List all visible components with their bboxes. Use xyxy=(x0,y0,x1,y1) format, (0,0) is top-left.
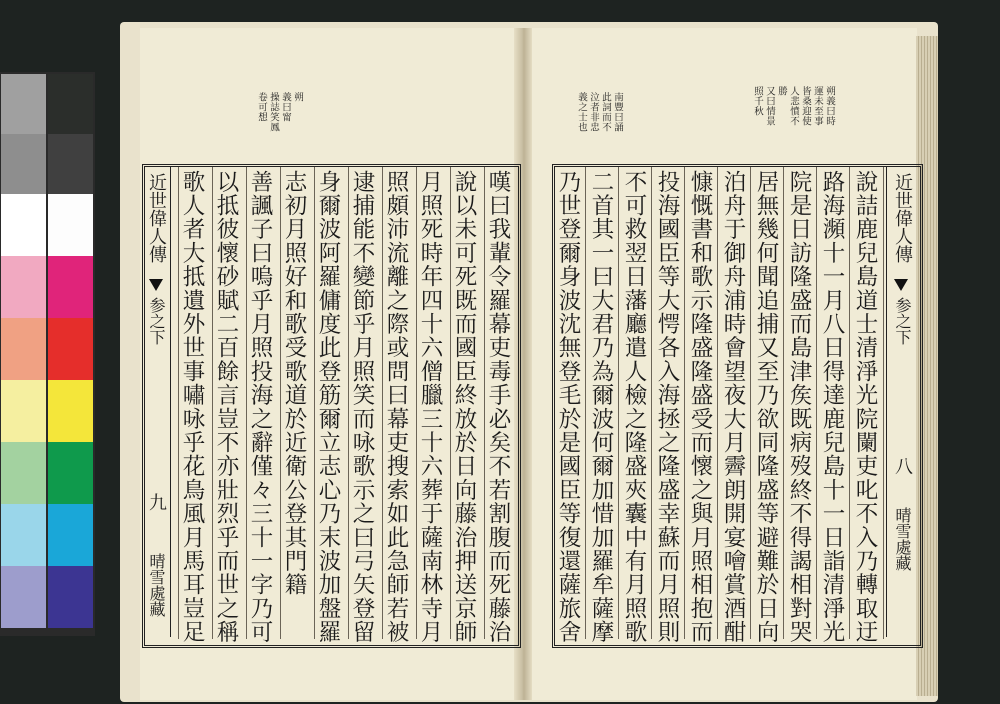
text-column: 說以未可死既而國臣終放於日向藤治押送京師 xyxy=(451,170,477,644)
color-chip xyxy=(48,134,93,194)
column-rule xyxy=(585,167,586,639)
right-headnote-line: 照千秋 xyxy=(752,86,763,116)
color-chip xyxy=(1,256,46,318)
right-headnote-line: 此詞而不 xyxy=(600,92,611,132)
text-column: 逮捕能不變節乎月照笑而咏歌示之曰弓矢登留 xyxy=(349,170,375,644)
fish-tail-mark xyxy=(894,279,908,291)
color-chip xyxy=(1,504,46,566)
right-banshin xyxy=(886,167,915,637)
right-headnote-line: 南豐曰誦 xyxy=(612,92,623,132)
right-headnote-line: 人悲憤不 xyxy=(788,86,799,126)
color-chip xyxy=(1,566,46,628)
color-chip xyxy=(1,134,46,194)
column-rule xyxy=(416,167,417,639)
right-headnote-line: 義之士也 xyxy=(576,92,587,132)
column-rule xyxy=(618,167,619,639)
text-column: 乃世登爾身波沈無登毛於是國臣等復還薩旅舍 xyxy=(555,170,581,644)
color-chip xyxy=(48,442,93,504)
text-column: 志初月照好和歌受歌道於近衛公登其門籍 xyxy=(281,170,307,597)
column-rule xyxy=(178,167,179,639)
right-headnote-line: 皆桑迎使 xyxy=(800,86,811,126)
color-chip xyxy=(1,74,46,134)
column-rule xyxy=(314,167,315,639)
column-rule xyxy=(382,167,383,639)
left-headnote-line: 義曰甯 xyxy=(280,92,291,122)
right-headnote-line: 朔義曰時 xyxy=(824,86,835,126)
text-column: 不可救翌日藩廳遣人檢之隆盛夾囊中有月照歌 xyxy=(621,170,647,644)
banshin-publisher: 晴雪處藏 xyxy=(893,507,912,571)
banshin-title: 近世偉人傳 xyxy=(892,173,913,263)
color-chip xyxy=(1,442,46,504)
text-column: 慷慨書和歌示隆盛隆盛受而懷之與月照相抱而 xyxy=(687,170,713,644)
banshin-folio: 八 xyxy=(892,457,913,475)
color-chip xyxy=(1,318,46,380)
column-rule xyxy=(348,167,349,639)
color-chip xyxy=(48,504,93,566)
column-rule xyxy=(717,167,718,639)
column-rule xyxy=(246,167,247,639)
color-chip xyxy=(48,74,93,134)
right-headnote-line: 泣者非忠 xyxy=(588,92,599,132)
banshin-title: 近世偉人傳 xyxy=(146,173,167,263)
text-column: 嘆曰我輩令羅幕吏毒手必矣不若割腹而死藤治 xyxy=(485,170,511,644)
color-chip xyxy=(48,566,93,628)
column-rule xyxy=(651,167,652,639)
banshin-folio: 九 xyxy=(146,493,167,511)
column-rule xyxy=(684,167,685,639)
right-headnote-line: 又曰情景 xyxy=(764,86,775,126)
color-chip xyxy=(48,194,93,256)
text-column: 居無幾何聞追捕又至乃欲同隆盛等避難於日向 xyxy=(753,170,779,644)
color-chip xyxy=(48,256,93,318)
left-headnote-line: 朔 xyxy=(292,92,303,102)
text-column: 身爾波阿羅傭度此登筋爾立志心乃末波加盤羅 xyxy=(315,170,341,644)
color-chip xyxy=(48,380,93,442)
column-rule xyxy=(750,167,751,639)
color-chip xyxy=(48,318,93,380)
text-column: 泊舟于御舟浦時會望夜大月霽朗開宴噲賞酒酣 xyxy=(720,170,746,644)
color-chip xyxy=(1,380,46,442)
color-chip xyxy=(1,194,46,256)
text-column: 照頗沛流離之際或問曰幕吏搜索如此急師若被 xyxy=(383,170,409,644)
left-headnote-line: 操誌笑鳳 xyxy=(268,92,279,132)
column-rule xyxy=(883,167,884,639)
text-column: 路海瀕十一月八日得達鹿兒島十一日詣清淨光 xyxy=(819,170,845,644)
text-column: 善諷子曰嗚乎月照投海之辭僅々三十一字乃可 xyxy=(247,170,273,644)
fish-tail-mark xyxy=(149,279,163,291)
right-headnote-line: 勝 xyxy=(776,86,787,96)
text-column: 院是日訪隆盛而島津矦既病歿終不得謁相對哭 xyxy=(786,170,812,644)
column-rule xyxy=(849,167,850,639)
column-rule xyxy=(280,167,281,639)
banshin-volume: 参之下 xyxy=(147,297,166,345)
text-column: 月照死時年四十六僧臘三十六葬于薩南林寺月 xyxy=(417,170,443,644)
left-headnote-line: 卷可想 xyxy=(256,92,267,122)
text-column: 投海國臣等大愕各入海拯之隆盛幸蘇而月照則 xyxy=(654,170,680,644)
text-column: 歌人者大抵遺外世事嘯咏乎花鳥風月馬耳豈足 xyxy=(179,170,205,644)
column-rule xyxy=(816,167,817,639)
text-column: 以抵彼懷砂賦二百餘言豈不亦壯烈乎而世之稱 xyxy=(213,170,239,644)
column-rule xyxy=(484,167,485,639)
column-rule xyxy=(450,167,451,639)
color-checker xyxy=(0,72,95,636)
banshin-volume: 参之下 xyxy=(893,297,912,345)
text-column: 二首其一曰大君乃為爾波何爾加惜加羅牟薩摩 xyxy=(588,170,614,644)
column-rule xyxy=(212,167,213,639)
left-banshin xyxy=(142,167,171,637)
right-headnote-line: 運未至事 xyxy=(812,86,823,126)
column-rule xyxy=(783,167,784,639)
banshin-publisher: 晴雪處藏 xyxy=(147,553,166,617)
text-column: 說詰鹿兒島道士清淨光院闌吏叱不入乃轉取迂 xyxy=(852,170,878,644)
